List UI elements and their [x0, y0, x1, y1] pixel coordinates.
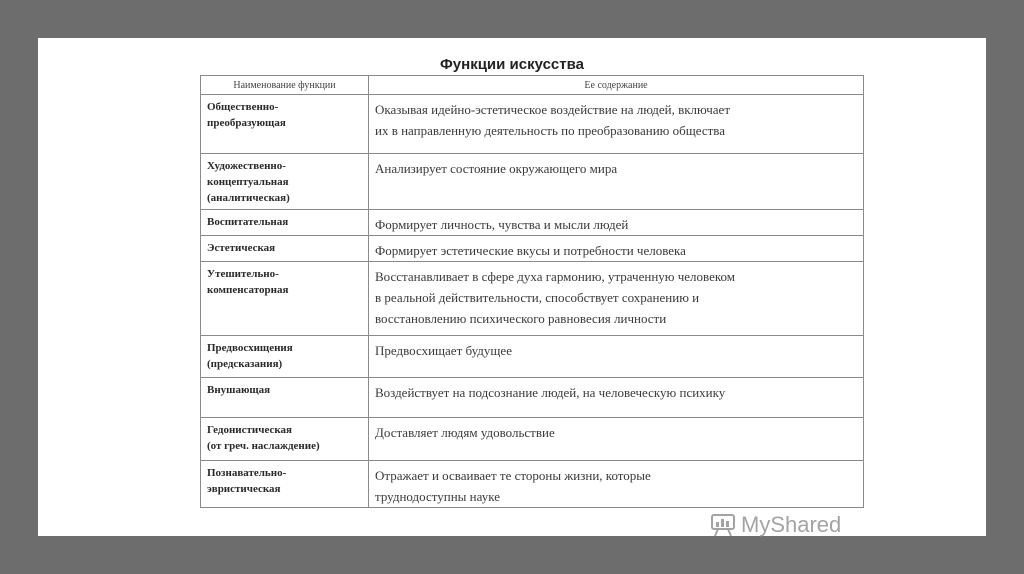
- function-name: Познавательно- эвристическая: [201, 461, 369, 508]
- function-description: Формирует эстетические вкусы и потребности человека: [369, 236, 864, 262]
- table-row: [201, 262, 864, 336]
- table-row: [201, 336, 864, 378]
- slide: [38, 38, 986, 536]
- table-row: [201, 95, 864, 154]
- function-description: Воздействует на подсознание людей, на человеческую психику: [369, 378, 864, 418]
- function-description: Доставляет людям удовольствие: [369, 418, 864, 461]
- function-name: Предвосхищения (предсказания): [201, 336, 369, 378]
- table-row: [201, 210, 864, 236]
- function-description: Предвосхищает будущее: [369, 336, 864, 378]
- presentation-board-icon: [710, 513, 736, 537]
- function-name: Внушающая: [201, 378, 369, 418]
- function-name: Утешительно- компенсаторная: [201, 262, 369, 336]
- table-row: [201, 418, 864, 461]
- table-row: [201, 154, 864, 210]
- function-description: Отражает и осваивает те стороны жизни, которые труднодоступны науке: [369, 461, 864, 508]
- watermark-text: MyShared: [741, 512, 842, 537]
- table-header-row: [201, 76, 864, 95]
- function-description: Восстанавливает в сфере духа гармонию, утраченную человеком в реальной действительности, способствует сохранению и восстановлению психического равновесия личности: [369, 262, 864, 336]
- table-row: [201, 378, 864, 418]
- column-header-name: Наименование функции: [201, 76, 369, 95]
- function-description: Формирует личность, чувства и мысли людей: [369, 210, 864, 236]
- function-description: Анализирует состояние окружающего мира: [369, 154, 864, 210]
- function-name: Общественно- преобразующая: [201, 95, 369, 154]
- function-name: Гедонистическая (от греч. наслаждение): [201, 418, 369, 461]
- function-name: Художественно- концептуальная (аналитическая): [201, 154, 369, 210]
- function-description: Оказывая идейно-эстетическое воздействие на людей, включает их в направленную деятельность по преобразованию общества: [369, 95, 864, 154]
- table-row: [201, 236, 864, 262]
- function-name: Эстетическая: [201, 236, 369, 262]
- column-header-description: Ее содержание: [369, 76, 864, 95]
- page-title: Функции искусства: [440, 56, 584, 73]
- functions-table: [200, 75, 864, 508]
- watermark: [710, 512, 841, 538]
- table-row: [201, 461, 864, 508]
- function-name: Воспитательная: [201, 210, 369, 236]
